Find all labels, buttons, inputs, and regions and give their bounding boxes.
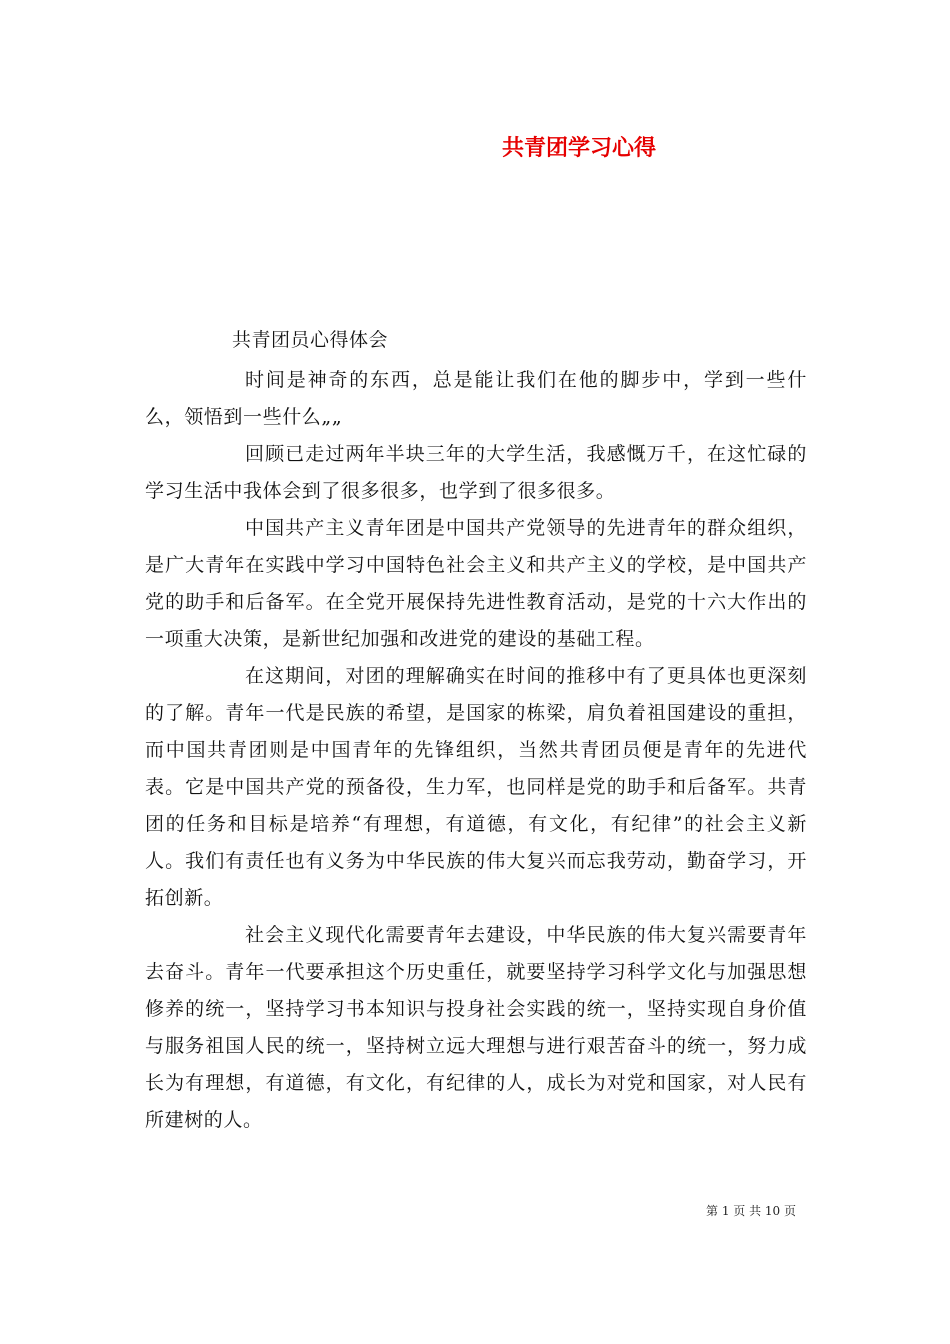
body-paragraph: 社会主义现代化需要青年去建设，中华民族的伟大复兴需要青年去奋斗。青年一代要承担这个历史重任，就要坚持学习科学文化与加强思想修养的统一，坚持学习书本知识与投身社会实践的统一，坚持实现自身价值与服务祖国人民的统一，坚持树立远大理想与进行艰苦奋斗的统一，努力成长为有理想，有道德，有文化，有纪律的人，成长为对党和国家，对人民有所建树的人。 — [145, 924, 807, 1131]
document-subtitle: 共青团员心得体会 — [232, 329, 389, 351]
body-paragraph: 在这期间，对团的理解确实在时间的推移中有了更具体也更深刻的了解。青年一代是民族的希望，是国家的栋梁，肩负着祖国建设的重担，而中国共青团则是中国青年的先锋组织，当然共青团员便是青年的先进代表。它是中国共产党的预备役，生力军，也同样是党的助手和后备军。共青团的任务和目标是培养“有理想，有道德，有文化，有纪律”的社会主义新人。我们有责任也有义务为中华民族的伟大复兴而忘我劳动，勤奋学习，开拓创新。 — [145, 665, 807, 909]
body-paragraph: 回顾已走过两年半块三年的大学生活，我感慨万千，在这忙碌的学习生活中我体会到了很多很多，也学到了很多很多。 — [145, 443, 807, 502]
page-number-footer: 第 1 页 共 10 页 — [706, 1204, 796, 1218]
document-body — [145, 362, 807, 1139]
document-title: 共青团学习心得 — [502, 136, 657, 161]
body-paragraph: 时间是神奇的东西，总是能让我们在他的脚步中，学到一些什么，领悟到一些什么„„ — [145, 369, 807, 428]
body-paragraph: 中国共产主义青年团是中国共产党领导的先进青年的群众组织，是广大青年在实践中学习中国特色社会主义和共产主义的学校，是中国共产党的助手和后备军。在全党开展保持先进性教育活动，是党的十六大作出的一项重大决策，是新世纪加强和改进党的建设的基础工程。 — [145, 517, 807, 650]
